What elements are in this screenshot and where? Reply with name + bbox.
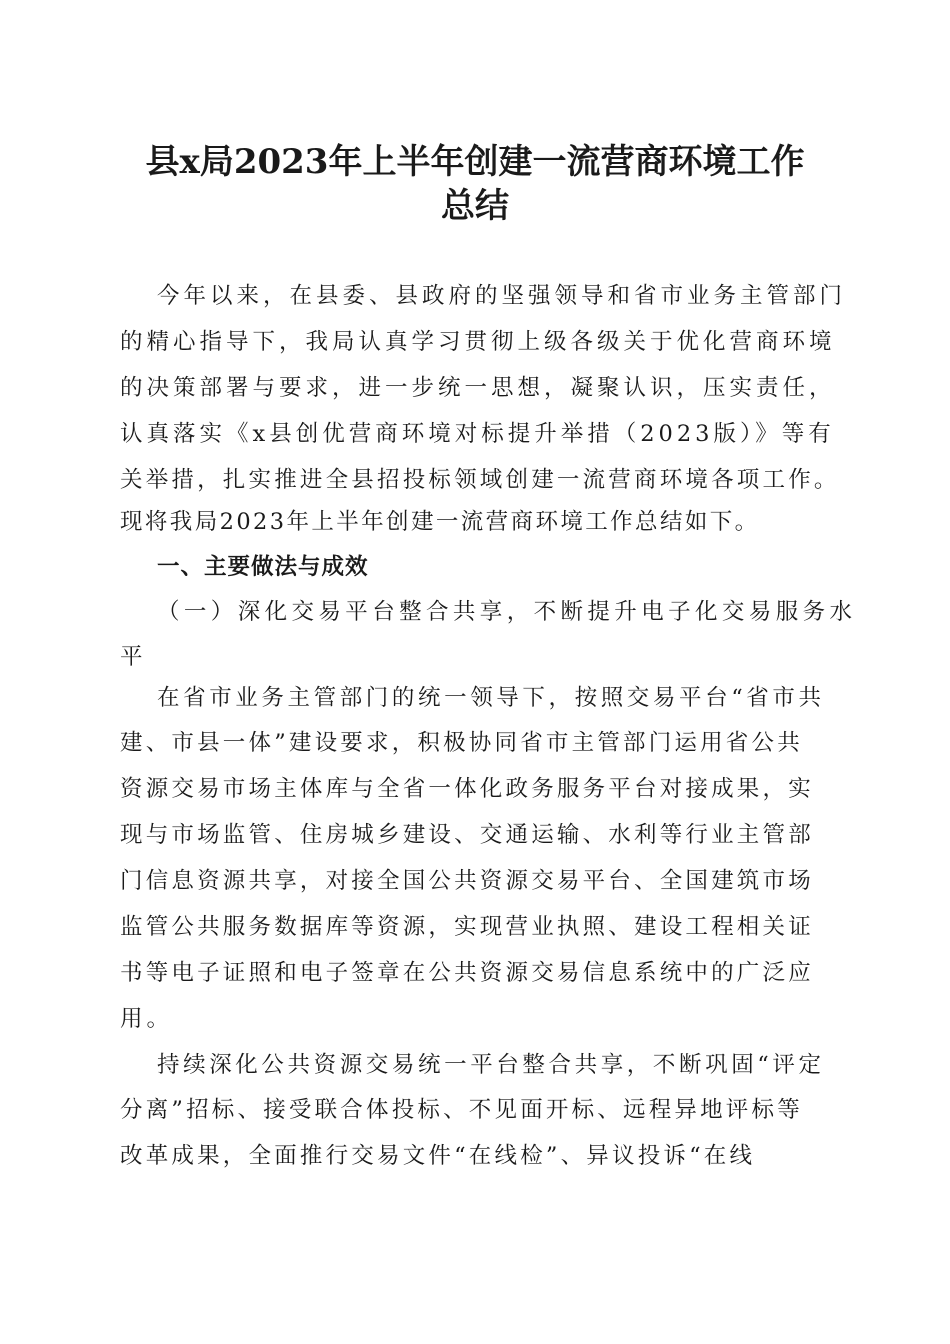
- paragraph-2-line: 在省市业务主管部门的统一领导下，按照交易平台“省市共: [157, 685, 825, 711]
- subsection-heading-line: （一）深化交易平台整合共享，不断提升电子化交易服务水: [157, 599, 857, 625]
- paragraph-1-line: 现将我局2023年上半年创建一流营商环境工作总结如下。: [120, 509, 760, 535]
- section-heading: 一、主要做法与成效: [157, 554, 369, 580]
- paragraph-2-line: 监管公共服务数据库等资源，实现营业执照、建设工程相关证: [120, 914, 814, 940]
- paragraph-2-line: 用。: [120, 1006, 174, 1032]
- subsection-heading-line: 平: [120, 644, 147, 670]
- paragraph-2-line: 建、市县一体”建设要求，积极协同省市主管部门运用省公共: [120, 730, 803, 756]
- paragraph-1-line: 今年以来，在县委、县政府的坚强领导和省市业务主管部门: [157, 283, 847, 309]
- paragraph-3-line: 改革成果，全面推行交易文件“在线检”、异议投诉“在线: [120, 1143, 756, 1169]
- paragraph-3-line: 分离”招标、接受联合体投标、不见面开标、远程异地评标等: [120, 1097, 803, 1123]
- paragraph-2-line: 书等电子证照和电子签章在公共资源交易信息系统中的广泛应: [120, 960, 814, 986]
- paragraph-2-line: 资源交易市场主体库与全省一体化政务服务平台对接成果，实: [120, 776, 814, 802]
- paragraph-2-line: 门信息资源共享，对接全国公共资源交易平台、全国建筑市场: [120, 868, 814, 894]
- paragraph-3-line: 持续深化公共资源交易统一平台整合共享，不断巩固“评定: [157, 1052, 825, 1078]
- paragraph-1-line: 的精心指导下，我局认真学习贯彻上级各级关于优化营商环境: [120, 329, 836, 355]
- paragraph-1-line: 认真落实《x县创优营商环境对标提升举措（2023版）》等有: [120, 421, 835, 447]
- paragraph-1-line: 关举措，扎实推进全县招投标领域创建一流营商环境各项工作。: [120, 467, 840, 493]
- paragraph-2-line: 现与市场监管、住房城乡建设、交通运输、水利等行业主管部: [120, 822, 814, 848]
- paragraph-1-line: 的决策部署与要求，进一步统一思想，凝聚认识，压实责任，: [120, 375, 836, 401]
- document-title-line-2: 总结: [441, 186, 509, 226]
- document-title-line-1: 县x局2023年上半年创建一流营商环境工作: [145, 142, 805, 182]
